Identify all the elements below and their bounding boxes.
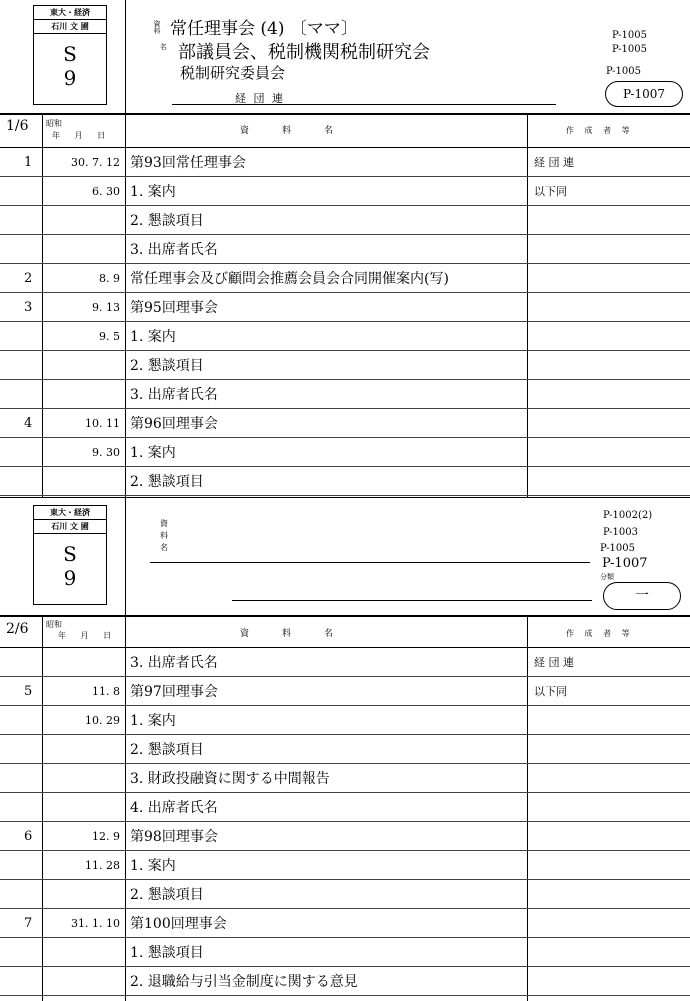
row-date: 11. 28 [85,859,120,872]
row-date: 11. 8 [92,685,120,698]
row-document-name: 常任理事会及び顧問会推薦会員会合同開催案内(写) [130,271,449,287]
row-document-name: 2. 懇談項目 [130,358,204,374]
row-rule [0,850,690,851]
classification-code: P-1007 [622,87,665,101]
label-shiryo: 資料 [153,20,161,34]
table1-col-doc [125,115,126,497]
row-document-name: 1. 案内 [130,858,176,874]
doc-title-line2: 部議員会、税制機関税制研究会 [178,42,430,63]
doc-title-line1: 常任理事会 (4) 〔ママ〕 [170,19,358,39]
row-date: 9. 30 [92,446,120,459]
header2-divider [125,497,126,615]
creator-label: 経 団 連 [235,92,285,105]
row-document-name: 4. 出席者氏名 [130,800,218,816]
row-document-name: 2. 退職給与引当金制度に関する意見 [130,974,358,990]
row-document-name: 1. 案内 [130,713,176,729]
row-number: 3 [24,300,33,315]
row-document-name: 第95回理事会 [130,300,218,316]
row-rule [0,466,690,467]
page-number: 1/6 [6,118,29,134]
row-rule [0,176,690,177]
table1-header-rule [0,147,690,148]
classification-oval [605,81,683,107]
stamp-line-collection: 石川 文 圃 [34,520,106,534]
row-rule [0,321,690,322]
ref-code-4: P-1007 [602,556,648,571]
row-rule [0,234,690,235]
table2-header-rule [0,647,690,648]
table1-top-rule [0,113,690,115]
archive-stamp-2 [33,505,107,605]
ref-code-2: P-1005 [612,44,648,55]
stamp-code-letter: S [63,42,77,66]
row-number: 4 [24,416,33,431]
stamp-code-number: 9 [63,566,77,590]
table2-col-date [42,617,43,1001]
row-document-name: 3. 出席者氏名 [130,242,218,258]
row-rule [0,495,690,496]
row-date: 9. 13 [92,301,120,314]
row-rule [0,263,690,264]
row-document-name: 2. 懇談項目 [130,474,204,490]
archive-stamp [33,5,107,105]
col-header-doc: 資 料 名 [240,126,346,136]
row-date: 10. 11 [85,417,120,430]
col-header-date: 年 月 日 [52,131,112,140]
ref-code-3: P-1005 [606,66,642,77]
row-rule [0,995,690,996]
label-shi: 資 [160,519,168,528]
row-document-name: 2. 懇談項目 [130,887,204,903]
ref-code-1: P-1002(2) [603,510,653,521]
row-document-name: 1. 懇談項目 [130,945,204,961]
row-number: 6 [24,829,33,844]
row-document-name: 2. 懇談項目 [130,742,204,758]
code-label: 分類 [600,573,614,581]
title2-line-2 [232,600,592,601]
stamp-code-letter: S [63,542,77,566]
stamp-code-number: 9 [63,66,77,90]
ref-code-2: P-1003 [603,527,639,538]
row-document-name: 第93回常任理事会 [130,155,246,171]
row-document-name: 1. 案内 [130,184,176,200]
label-mei: 名 [160,43,167,51]
sheet-separator [0,497,690,498]
stamp-line-collection: 石川 文 圃 [34,20,106,34]
row-document-name: 1. 案内 [130,445,176,461]
row-rule [0,350,690,351]
row-rule [0,408,690,409]
row-date: 31. 1. 10 [71,917,120,930]
row-rule [0,908,690,909]
label-mei: 名 [160,543,168,552]
row-rule [0,379,690,380]
col-header-era: 昭和 [46,119,62,128]
row-document-name: 第96回理事会 [130,416,218,432]
row-date: 30. 7. 12 [71,156,120,169]
ref-code-1: P-1005 [612,30,648,41]
row-rule [0,705,690,706]
row-rule [0,821,690,822]
doc-title-line3: 税制研究委員会 [180,64,286,82]
row-rule [0,437,690,438]
row-author: 経 団 連 [534,656,574,669]
row-document-name: 3. 出席者氏名 [130,387,218,403]
table2-top-rule [0,615,690,617]
label-ryo: 料 [160,531,168,540]
stamp-line-university: 東大・経済 [34,6,106,20]
classification-oval-2 [603,582,681,610]
row-rule [0,205,690,206]
col-header-era: 昭和 [46,620,62,629]
table2-col-doc [125,617,126,1001]
row-document-name: 第97回理事会 [130,684,218,700]
row-document-name: 2. 懇談項目 [130,213,204,229]
col-header-author: 作 成 者 等 [566,629,634,638]
ref-code-3: P-1005 [600,543,636,554]
row-document-name: 1. 案内 [130,329,176,345]
row-number: 2 [24,271,33,286]
row-author: 以下同 [534,185,567,198]
row-document-name: 3. 出席者氏名 [130,655,218,671]
header-divider [125,0,126,113]
row-document-name: 第100回理事会 [130,916,227,932]
row-date: 6. 30 [92,185,120,198]
row-author: 以下同 [534,685,567,698]
row-date: 10. 29 [85,714,120,727]
stamp-line-university: 東大・経済 [34,506,106,520]
col-header-date: 年 月 日 [58,631,118,640]
row-document-name: 3. 財政投融資に関する中間報告 [130,771,330,787]
row-rule [0,937,690,938]
row-date: 8. 9 [99,272,120,285]
page-number: 2/6 [6,621,29,637]
row-number: 7 [24,916,33,931]
row-date: 12. 9 [92,830,120,843]
row-author: 経 団 連 [534,156,574,169]
col-header-author: 作 成 者 等 [566,126,634,135]
col-header-doc: 資 料 名 [240,629,346,639]
table1-col-author [527,115,528,497]
row-rule [0,734,690,735]
row-rule [0,763,690,764]
row-date: 9. 5 [99,330,120,343]
row-document-name: 第98回理事会 [130,829,218,845]
row-number: 1 [24,155,33,170]
table1-col-date [42,115,43,497]
row-number: 5 [24,684,33,699]
classification-code: 一 [635,588,649,604]
row-rule [0,676,690,677]
title2-line-1 [150,562,590,563]
table2-col-author [527,617,528,1001]
row-rule [0,879,690,880]
title-underline [172,104,556,105]
row-rule [0,292,690,293]
row-rule [0,966,690,967]
row-rule [0,792,690,793]
